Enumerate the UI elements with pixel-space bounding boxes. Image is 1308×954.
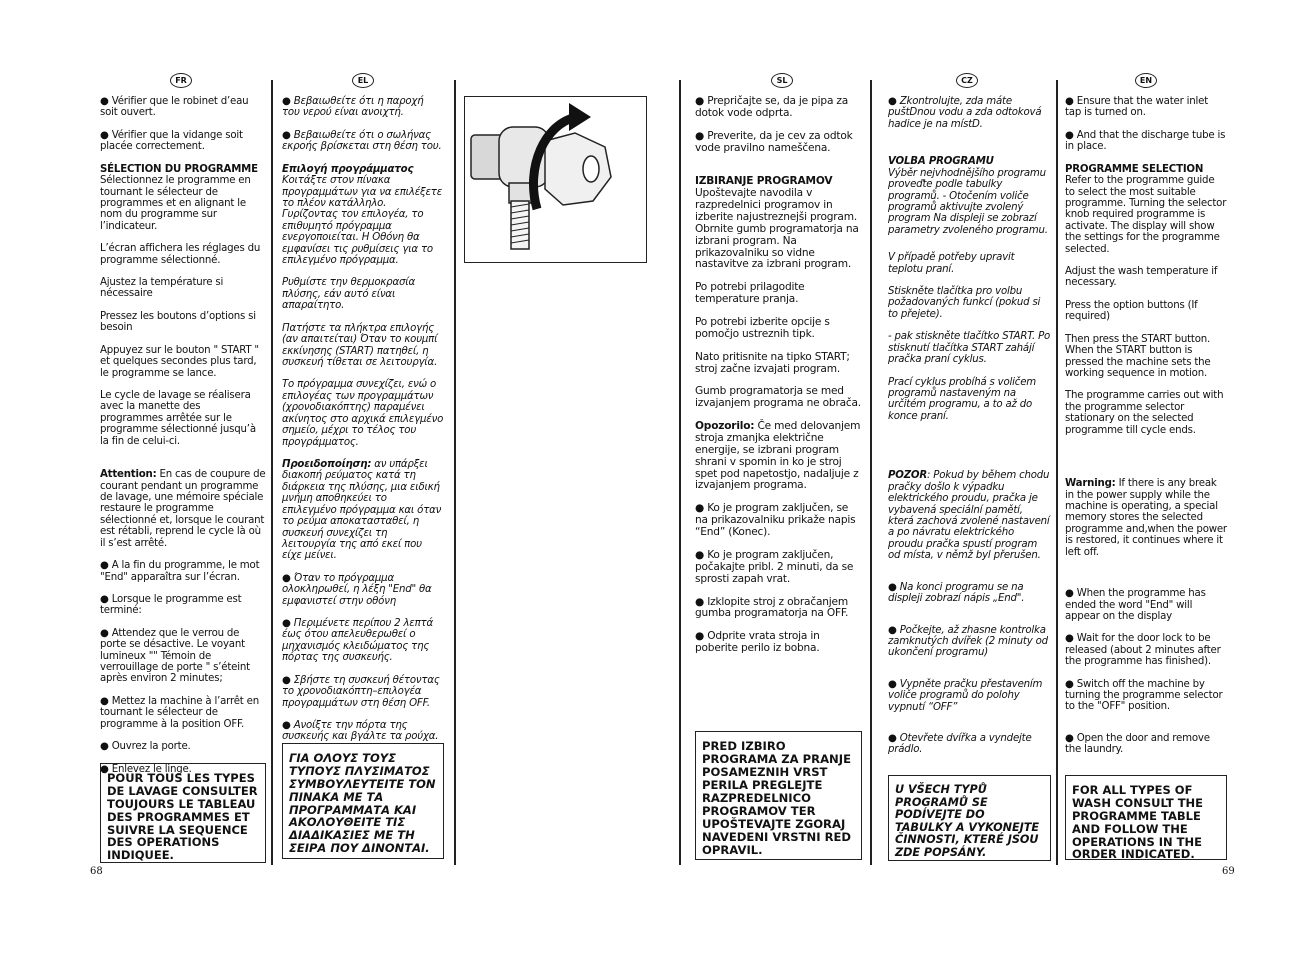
- column-rule: [271, 80, 273, 865]
- fr-para: ● Mettez la machine à l’arrêt en tournant le sélecteur de programme à la position OFF.: [100, 695, 259, 730]
- cz-para: ● Zkontrolujte, zda máte puštDnou vodu a zda odtoková hadice je na místD.: [888, 96, 1042, 130]
- cz-para: ● Počkejte, až zhasne kontrolka zamknutých dvířek (2 minuty od ukončení programu): [888, 624, 1048, 659]
- en-para: Then press the START button. When the START button is pressed the machine sets the working sequence in motion.: [1065, 333, 1211, 380]
- language-badge-el: EL: [352, 73, 374, 88]
- tap-illustration: [464, 96, 647, 263]
- en-para: ● And that the discharge tube is in place.: [1065, 129, 1226, 153]
- fr-selection-block: [100, 164, 266, 233]
- en-para: ● Ensure that the water inlet tap is turned on.: [1065, 96, 1208, 119]
- en-para: ● Open the door and remove the laundry.: [1065, 732, 1210, 756]
- fr-selection-text: Sélectionnez le programme en tournant le sélecteur de programmes et en alignant le nom du programme sur l’indicateur.: [100, 175, 251, 232]
- el-para: ● Όταν το πρόγραμμα ολοκληρωθεί, η λέξη "End" θα εμφανιστεί στην οθόνη: [282, 572, 432, 607]
- fr-para: ● Vérifier que le robinet d’eau soit ouvert.: [100, 96, 249, 119]
- el-para: ● Βεβαιωθείτε ότι ο σωλήνας εκροής βρίσκεται στη θέση του.: [282, 129, 442, 153]
- page-number-right: 69: [1222, 866, 1235, 877]
- cz-warning-block: [888, 470, 1051, 561]
- sl-para: Po potrebi izberite opcije s pomočjo ustreznih tipk.: [695, 316, 830, 340]
- column-en: [1065, 96, 1227, 767]
- en-selection-heading: PROGRAMME SELECTION: [1065, 163, 1204, 175]
- el-warning-text: αν υπάρξει διακοπή ρεύματος κατά τη διάρκεια της πλύσης, μια ειδική μνήμη αποθηκεύει το επιλεγμένο πρόγραμμα και όταν το ρεύμα αποκατασταθεί, η συσκευή συνεχίζει τη λειτουργία της από εκεί που είχε μείνει.: [282, 458, 442, 562]
- column-rule: [870, 80, 872, 865]
- column-cz: [888, 96, 1051, 767]
- language-badge-cz: CZ: [956, 73, 978, 88]
- en-para: ● When the programme has ended the word "End" will appear on the display: [1065, 588, 1206, 622]
- sl-para: ● Prepričajte se, da je pipa za dotok vode odprta.: [695, 95, 849, 119]
- sl-para: ● Odprite vrata stroja in poberite perilo iz bobna.: [695, 630, 820, 655]
- el-para: ● Ανοίξτε την πόρτα της συσκευής και βγάλτε τα ρούχα.: [282, 719, 439, 743]
- sl-para: ● Preverite, da je cev za odtok vode pravilno nameščena.: [695, 129, 853, 154]
- en-para: The programme carries out with the programme selector stationary on the selected programme till cycle ends.: [1065, 390, 1224, 436]
- el-selection-text: Κοιτάξτε στον πίνακα προγραμμάτων για να επιλέξετε το πλέον κατάλληλο. Γυρίζοντας τον επιλογέα, το επιθυμητό πρόγραμμα ενεργοποιείται. Η Οθόνη θα εμφανίσει τις ρυθμίσεις για το επιλεγμένο πρόγραμμα.: [282, 175, 443, 267]
- column-el: [282, 96, 444, 754]
- el-para: Πατήστε τα πλήκτρα επιλογής (αν απαιτείται) Όταν το κουμπί εκκίνησης (START) πατηθεί, η συσκευή τίθεται σε λειτουργία.: [282, 322, 438, 369]
- fr-para: L’écran affichera les réglages du programme sélectionné.: [100, 243, 261, 266]
- cz-para: - pak stiskněte tlačítko START. Po stisknutí tlačítka START zahájí pračka praní cyklus.: [888, 331, 1051, 366]
- language-badge-en: EN: [1135, 73, 1157, 88]
- column-rule: [454, 80, 456, 865]
- cz-para: V případě potřeby upravit teplotu praní.: [888, 252, 1015, 275]
- fr-para: Appuyez sur le bouton " START " et quelques secondes plus tard, le programme se lance.: [100, 344, 259, 379]
- cz-para: Prací cyklus probíhá s voličem programů nastaveným na určitém programu, a to až do konce praní.: [888, 376, 1036, 422]
- sl-para: ● Izklopite stroj z obračanjem gumba programatorja na OFF.: [695, 595, 849, 620]
- sl-para: Gumb programatorja se med izvajanjem programa ne obrača.: [695, 385, 861, 410]
- el-warning-heading: Προειδοποίηση:: [282, 458, 372, 470]
- column-sl: [695, 96, 861, 666]
- en-warning-text: If there is any break in the power supply while the machine is operating, a special memory stores the selected programme and,when the power is restored, it continues where it left off.: [1065, 478, 1227, 558]
- cz-para: ● Vypněte pračku přestavením voliče programů do polohy vypnutí “OFF”: [888, 678, 1043, 713]
- fr-para: ● A la fin du programme, le mot "End" apparaîtra sur l’écran.: [100, 560, 260, 583]
- sl-para: ● Ko je program zaključen, počakajte pribl. 2 minuti, da se sprosti zapah vrat.: [695, 548, 854, 585]
- el-selection-block: [282, 164, 444, 267]
- el-para: Ρυθμίστε την θερμοκρασία πλύσης, εάν αυτό είναι απαραίτητο.: [282, 277, 415, 312]
- fr-para: ● Ouvrez la porte.: [100, 741, 191, 753]
- cz-para: Stiskněte tlačítka pro volbu požadovaných funkcí (pokud si to přejete).: [888, 286, 1041, 320]
- cz-selection-heading: VOLBA PROGRAMU: [888, 156, 994, 168]
- el-warning-block: [282, 459, 444, 562]
- cz-selection-text: Výběr nejvhodnějšího programu proveďte podle tabulky programů. - Otočením voliče programů aktivujte zvolený program Na displeji se zobrazí parametry zvoleného programu.: [888, 167, 1048, 236]
- fr-para: Le cycle de lavage se réalisera avec la manette des programmes arrêtée sur le programme sélectionné jusqu’à la fin de celui-ci.: [100, 390, 256, 447]
- sl-selection-heading: IZBIRANJE PROGRAMOV: [695, 175, 833, 188]
- sl-warning-text: Če med delovanjem stroja zmanjka električne energije, se izbrani program shrani v spomin in ko je stroj spet pod napetostjo, nadaljuje z izvajanjem programa.: [695, 420, 861, 492]
- fr-attention-block: [100, 469, 266, 549]
- fr-para: ● Enlevez le linge.: [100, 763, 192, 775]
- fr-para: ● Vérifier que la vidange soit placée correctement.: [100, 129, 243, 153]
- cz-warning-heading: POZOR: [888, 470, 928, 482]
- water-tap-drawing: [465, 97, 645, 261]
- fr-attention-text: En cas de coupure de courant pendant un programme de lavage, une mémoire spéciale restaure le programme sélectionné et, lorsque le courant est rétabli, reprend le cycle là où il s’est arrêté.: [100, 469, 266, 549]
- fr-para: Ajustez la température si nécessaire: [100, 277, 224, 300]
- column-fr: [100, 96, 266, 786]
- column-rule: [679, 80, 681, 865]
- sl-warning-block: [695, 421, 861, 492]
- fr-para: ● Attendez que le verrou de porte se désactive. Le voyant lumineux "" Témoin de verrouillage de porte " s’éteint après environ 2 minutes;: [100, 627, 250, 685]
- language-badge-fr: FR: [170, 73, 192, 88]
- en-para: ● Switch off the machine by turning the programme selector to the "OFF" position.: [1065, 678, 1223, 713]
- sl-para: ● Ko je program zaključen, se na prikazovalniku prikaže napis “End” (Konec).: [695, 502, 856, 539]
- sl-selection-text: Upoštevajte navodila v razpredelnici programov in izberite najustreznejši program. Obrnite gumb programatorja na izbrani program. Na prikazovalniku so vidne nastavitve za izbrani program.: [695, 187, 859, 271]
- en-notice-box: FOR ALL TYPES OF WASH CONSULT THE PROGRAMME TABLE AND FOLLOW THE OPERATIONS IN THE ORDER INDICATED.: [1065, 775, 1227, 860]
- el-para: Το πρόγραμμα συνεχίζει, ενώ ο επιλογέας των προγραμμάτων (χρονοδιακόπτης) παραμένει ακίνητος στο αρχικά επιλεγμένο σημείο, μέχρι το τέλος του προγράμματος.: [282, 379, 444, 448]
- el-para: ● Σβήστε τη συσκευή θέτοντας το χρονοδιακόπτη–επιλογέα προγραμμάτων στη θέση OFF.: [282, 674, 440, 709]
- el-para: ● Βεβαιωθείτε ότι η παροχή του νερού είναι ανοιχτή.: [282, 96, 424, 119]
- en-para: Press the option buttons (If required): [1065, 299, 1198, 323]
- en-selection-block: [1065, 164, 1227, 255]
- fr-para: Pressez les boutons d’options si besoin: [100, 310, 256, 334]
- cz-para: ● Na konci programu se na displeji zobrazí nápis „End".: [888, 581, 1025, 605]
- cz-warning-text: : Pokud by během chodu pračky došlo k výpadku elektrického proudu, pračka je vybavená speciální pamětí, která zachová zvolené nastavení a po návratu elektrického proudu pračka spustí program od místa, v němž byl přerušen.: [888, 470, 1050, 562]
- column-rule: [1056, 80, 1058, 865]
- cz-selection-block: [888, 156, 1051, 236]
- en-para: Adjust the wash temperature if necessary.: [1065, 266, 1218, 289]
- sl-warning-heading: Opozorilo:: [695, 420, 755, 433]
- page-number-left: 68: [90, 866, 103, 877]
- fr-attention-heading: Attention:: [100, 469, 157, 481]
- sl-notice-box: PRED IZBIRO PROGRAMA ZA PRANJE POSAMEZNIH VRST PERILA PREGLEJTE RAZPREDELNICO PROGRAMOV TER UPOŠTEVAJTE ZGORAJ NAVEDENI VRSTNI RED OPRAVIL.: [695, 731, 862, 860]
- en-para: ● Wait for the door lock to be released (about 2 minutes after the programme has finished).: [1065, 633, 1221, 668]
- sl-para: Nato pritisnite na tipko START; stroj začne izvajati program.: [695, 350, 850, 375]
- el-para: ● Περιμένετε περίπου 2 λεπτά έως ότου απελευθερωθεί ο μηχανισμός κλειδώματος της πόρτας της συσκευής.: [282, 618, 433, 664]
- fr-selection-heading: SÉLECTION DU PROGRAMME: [100, 163, 258, 175]
- fr-para: ● Lorsque le programme est terminé:: [100, 593, 242, 617]
- language-badge-sl: SL: [771, 73, 793, 88]
- en-selection-text: Refer to the programme guide to select the most suitable programme. Turning the selector knob required programme is activate. The display will show the settings for the programme selected.: [1065, 175, 1227, 255]
- cz-notice-box: U VŠECH TYPŮ PROGRAMŮ SE PODÍVEJTE DO TABULKY A VYKONEJTE ČINNOSTI, KTERÉ JSOU ZDE POPSÁNY.: [888, 775, 1051, 861]
- sl-para: Po potrebi prilagodite temperature pranja.: [695, 281, 805, 306]
- sl-selection-block: [695, 176, 861, 271]
- en-warning-heading: Warning:: [1065, 478, 1116, 490]
- el-notice-box: ΓΙΑ ΟΛΟΥΣ ΤΟΥΣ ΤΥΠΟΥΣ ΠΛΥΣΙΜΑΤΟΣ ΣΥΜΒΟΥΛΕΥΤΕΙΤΕ ΤΟΝ ΠΙΝΑΚΑ ΜΕ ΤΑ ΠΡΟΓΡΑΜΜΑΤΑ ΚΑΙ ΑΚΟΛΟΥΘΕΙΤΕ ΤΙΣ ΔΙΑΔΙΚΑΣΙΕΣ ΜΕ ΤΗ ΣΕΙΡΑ ΠΟΥ ΔΙΝΟΝΤΑΙ.: [282, 743, 444, 859]
- en-warning-block: [1065, 478, 1227, 558]
- el-selection-heading: Επιλογή προγράμματος: [282, 163, 414, 175]
- cz-para: ● Otevřete dvířka a vyndejte prádlo.: [888, 733, 1032, 756]
- fr-notice-box: POUR TOUS LES TYPES DE LAVAGE CONSULTER TOUJOURS LE TABLEAU DES PROGRAMMES ET SUIVRE LA SEQUENCE DES OPERATIONS INDIQUEE.: [100, 763, 266, 863]
